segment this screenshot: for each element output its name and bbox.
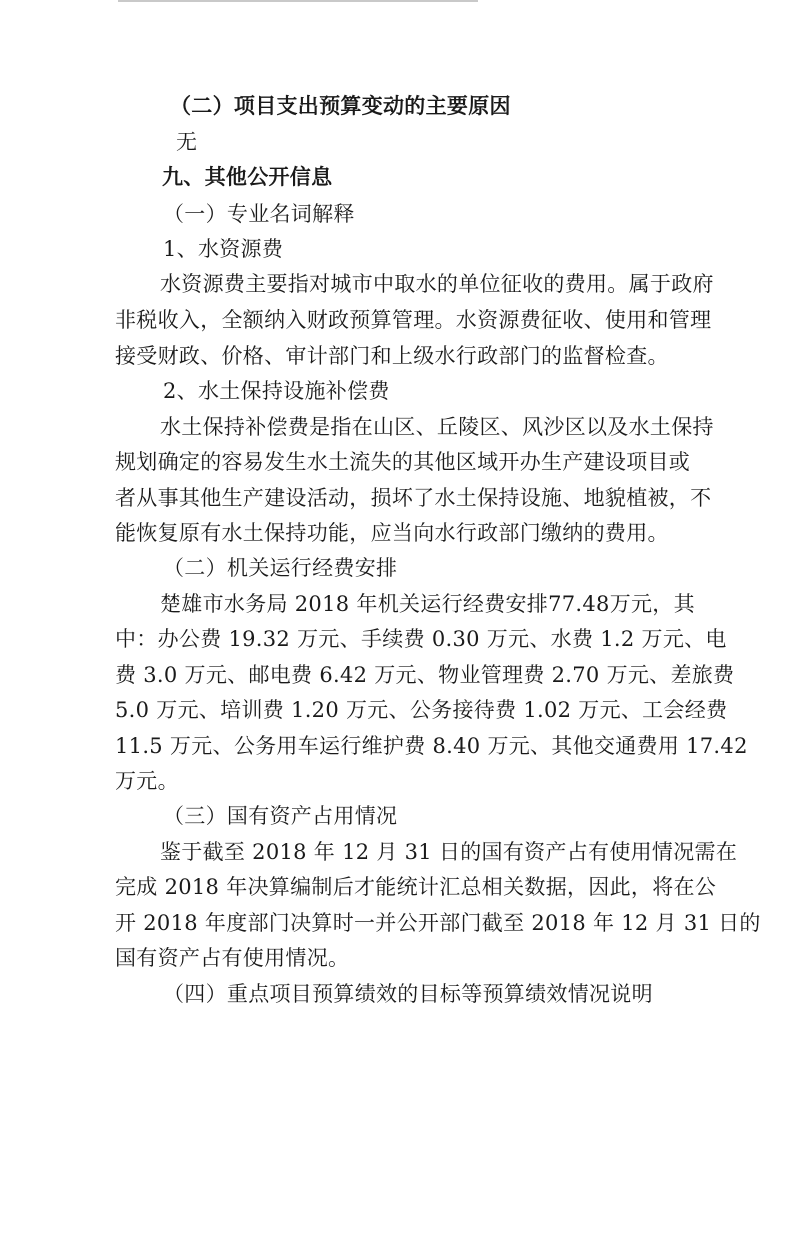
item2-line: 水土保持补偿费是指在山区、丘陵区、风沙区以及水土保持 [160, 415, 714, 439]
item2-line: 规划确定的容易发生水土流失的其他区域开办生产建设项目或 [115, 450, 691, 474]
sub2-line: 11.5 万元、公务用车运行维护费 8.40 万元、其他交通费用 17.42 [115, 734, 748, 758]
item1-line: 水资源费主要指对城市中取水的单位征收的费用。属于政府 [160, 272, 714, 296]
sub4-heading: （四）重点项目预算绩效的目标等预算绩效情况说明 [163, 982, 653, 1006]
sub2-line: 万元。 [115, 769, 179, 793]
sub2-heading: （二）机关运行经费安排 [163, 556, 398, 580]
sub2-line: 楚雄市水务局 2018 年机关运行经费安排77.48万元，其 [160, 592, 695, 616]
sub3-line: 国有资产占有使用情况。 [115, 946, 350, 970]
item1-line: 接受财政、价格、审计部门和上级水行政部门的监督检查。 [115, 344, 669, 368]
sub2-line: 中：办公费 19.32 万元、手续费 0.30 万元、水费 1.2 万元、电 [115, 627, 727, 651]
item1-line: 非税收入，全额纳入财政预算管理。水资源费征收、使用和管理 [115, 308, 712, 332]
sub3-line: 完成 2018 年决算编制后才能统计汇总相关数据，因此，将在公 [115, 875, 717, 899]
item2-title: 2、水土保持设施补偿费 [163, 379, 390, 403]
sub1-heading: （一）专业名词解释 [163, 202, 355, 226]
sub3-heading: （三）国有资产占用情况 [163, 804, 398, 828]
section-9-heading: 九、其他公开信息 [162, 164, 333, 189]
item2-line: 者从事其他生产建设活动，损坏了水土保持设施、地貌植被，不 [115, 486, 712, 510]
sub2-line: 5.0 万元、培训费 1.20 万元、公务接待费 1.02 万元、工会经费 [115, 698, 728, 722]
section-b-heading: （二）项目支出预算变动的主要原因 [170, 93, 511, 118]
section-b-body: 无 [176, 130, 198, 154]
item1-title: 1、水资源费 [163, 237, 284, 261]
sub2-line: 费 3.0 万元、邮电费 6.42 万元、物业管理费 2.70 万元、差旅费 [115, 663, 735, 687]
item2-line: 能恢复原有水土保持功能，应当向水行政部门缴纳的费用。 [115, 521, 669, 545]
sub3-line: 开 2018 年度部门决算时一并公开部门截至 2018 年 12 月 31 日的 [115, 911, 761, 935]
sub3-line: 鉴于截至 2018 年 12 月 31 日的国有资产占有使用情况需在 [160, 840, 738, 864]
